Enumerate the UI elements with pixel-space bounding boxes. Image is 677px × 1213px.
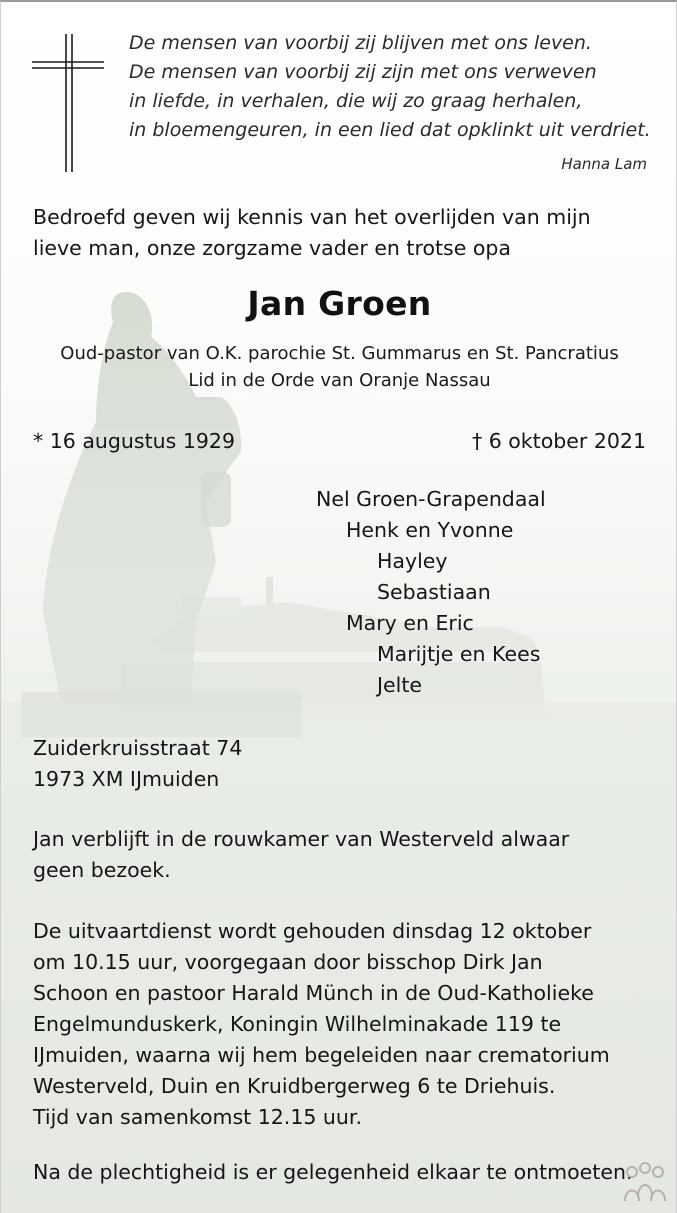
family-member: Sebastiaan xyxy=(377,580,491,604)
birth-date: * 16 augustus 1929 xyxy=(33,429,236,453)
paragraph-line: Na de plechtigheid is er gelegenheid elkaar te ontmoeten. xyxy=(33,1160,633,1184)
deceased-role: Oud-pastor van O.K. parochie St. Gummarus en St. Pancratius xyxy=(60,343,619,364)
family-member: Mary en Eric xyxy=(346,611,474,635)
funeral-paragraph xyxy=(33,916,610,1133)
intro-line: Bedroefd geven wij kennis van het overlijden van mijn xyxy=(33,205,591,229)
poem-author: Hanna Lam xyxy=(561,155,647,173)
family-member: Nel Groen-Grapendaal xyxy=(316,487,546,511)
poem-line: De mensen van voorbij zij blijven met ons leven. xyxy=(129,32,592,54)
viewing-paragraph xyxy=(33,824,569,886)
address-line: 1973 XM IJmuiden xyxy=(33,767,220,791)
paragraph-line: De uitvaartdienst wordt gehouden dinsdag 12 oktober xyxy=(33,919,592,943)
family-member: Hayley xyxy=(377,549,448,573)
paragraph-line: IJmuiden, waarna wij hem begeleiden naar crematorium xyxy=(33,1043,610,1067)
paragraph-line: Jan verblijft in de rouwkamer van Westerveld alwaar xyxy=(33,827,570,851)
poem-line: De mensen van voorbij zij zijn met ons verweven xyxy=(129,61,597,83)
family-member: Jelte xyxy=(377,673,423,697)
address xyxy=(33,733,242,795)
deceased-name: Jan Groen xyxy=(247,284,432,323)
poem-line: in bloemengeuren, in een lied dat opklinkt uit verdriet. xyxy=(129,119,651,141)
content-layer xyxy=(1,2,677,1213)
poem xyxy=(129,29,659,145)
intro-line: lieve man, onze zorgzame vader en trotse opa xyxy=(33,236,511,260)
paragraph-line: Schoon en pastoor Harald Münch in de Oud-Katholieke xyxy=(33,981,594,1005)
closing-paragraph xyxy=(33,1157,632,1188)
intro-text xyxy=(33,202,591,264)
paragraph-line: om 10.15 uur, voorgegaan door bisschop Dirk Jan xyxy=(33,950,543,974)
people-logo-icon xyxy=(622,1161,668,1205)
paragraph-line: Westerveld, Duin en Kruidbergerweg 6 te Driehuis. xyxy=(33,1074,556,1098)
paragraph-line: Tijd van samenkomst 12.15 uur. xyxy=(33,1105,362,1129)
poem-line: in liefde, in verhalen, die wij zo graag herhalen, xyxy=(129,90,583,112)
family-member: Marijtje en Kees xyxy=(377,642,541,666)
deceased-role: Lid in de Orde van Oranje Nassau xyxy=(188,370,491,391)
address-line: Zuiderkruisstraat 74 xyxy=(33,736,243,760)
paragraph-line: Engelmunduskerk, Koningin Wilhelminakade 119 te xyxy=(33,1012,562,1036)
paragraph-line: geen bezoek. xyxy=(33,858,171,882)
death-date: † 6 oktober 2021 xyxy=(471,429,646,453)
cross-icon xyxy=(32,34,104,172)
family-member: Henk en Yvonne xyxy=(346,518,514,542)
